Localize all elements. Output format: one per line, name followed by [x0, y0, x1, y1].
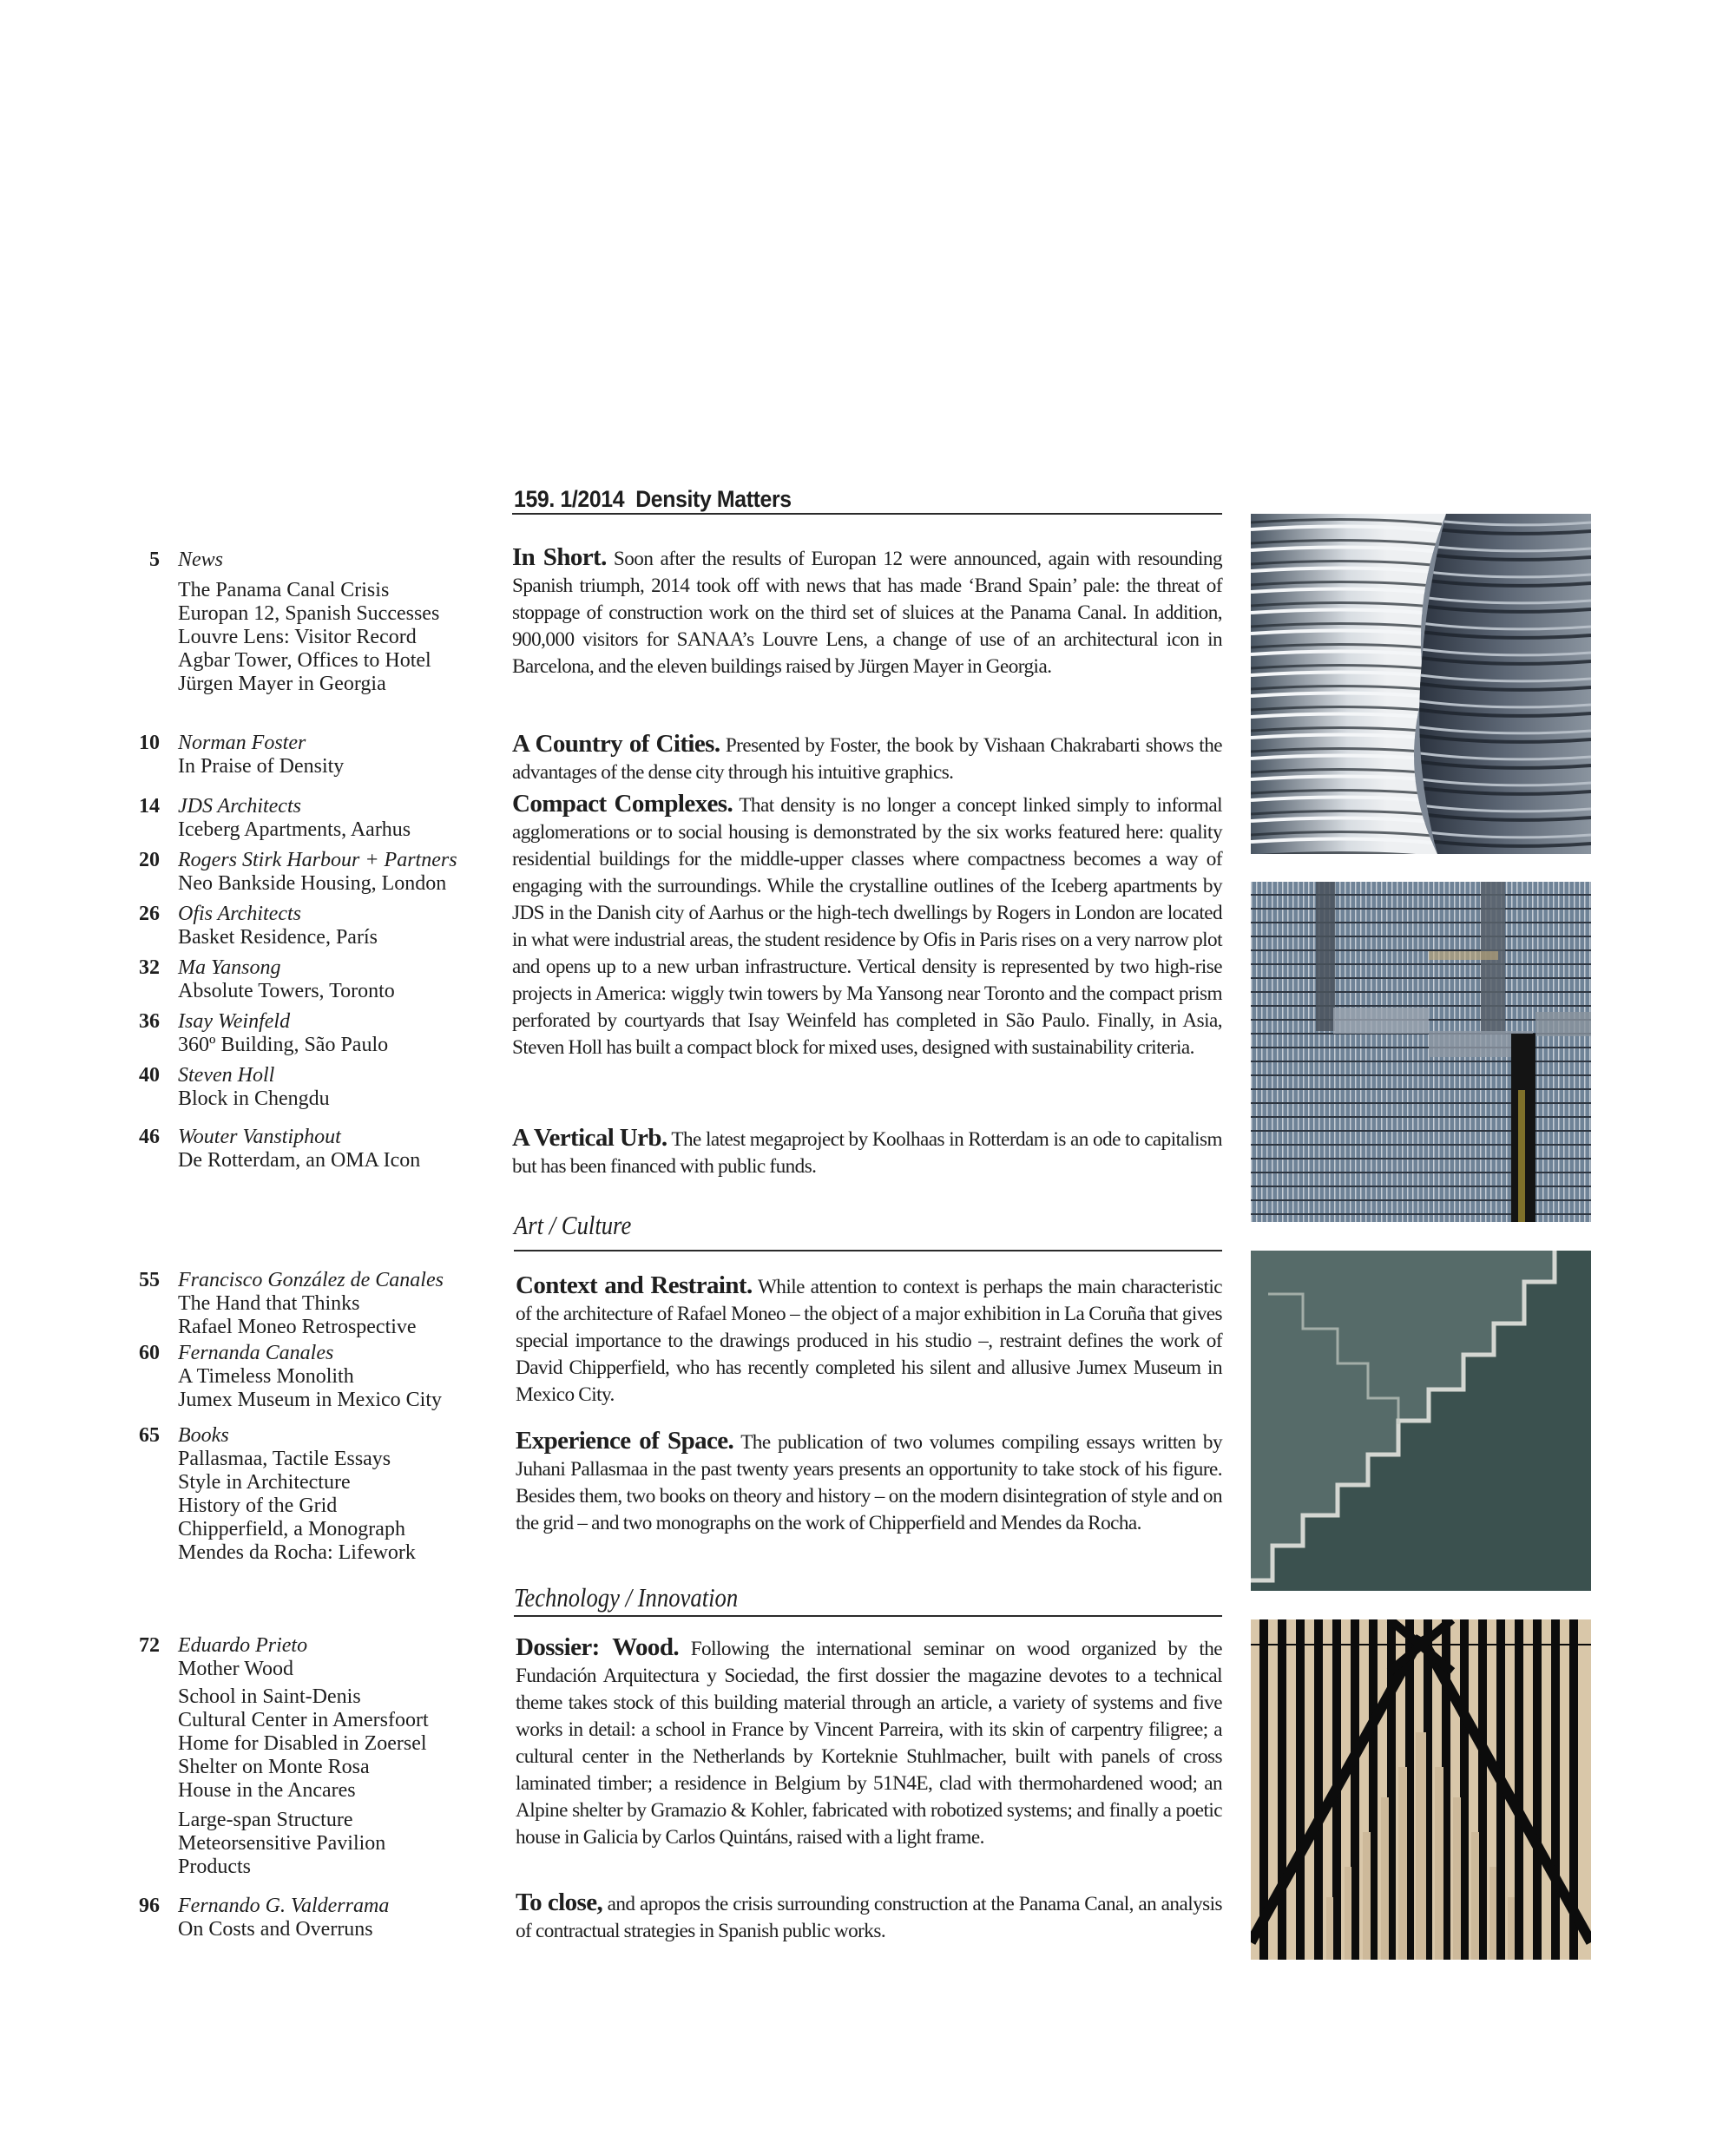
wood-slats-photo: [1251, 1619, 1591, 1960]
issue-title: 159. 1/2014 Density Matters: [514, 486, 792, 512]
toc-title: History of the Grid: [178, 1494, 338, 1517]
toc-title: Meteorsensitive Pavilion: [178, 1832, 386, 1855]
toc-title: 360º Building, São Paulo: [178, 1034, 389, 1056]
toc-page-number: 65: [139, 1424, 160, 1447]
section-rule: [514, 1615, 1222, 1617]
toc-title: Basket Residence, París: [178, 926, 378, 949]
toc-title: Neo Bankside Housing, London: [178, 872, 447, 895]
toc-title: De Rotterdam, an OMA Icon: [178, 1149, 421, 1172]
header-rule: [512, 513, 1222, 515]
paragraph-text: and apropos the crisis surrounding construction at the Panama Canal, an analysis of contractual strategies in Spanish public works.: [516, 1893, 1222, 1942]
toc-title: School in Saint-Denis: [178, 1685, 361, 1708]
toc-author: Fernanda Canales: [178, 1342, 334, 1364]
toc-author: News: [178, 548, 224, 571]
toc-title: House in the Ancares: [178, 1779, 356, 1802]
toc-title: Iceberg Apartments, Aarhus: [178, 818, 411, 841]
lead-in: Experience of Space.: [516, 1427, 734, 1455]
section-heading-technology: Technology / Innovation: [514, 1582, 739, 1613]
toc-author: Steven Holl: [178, 1064, 275, 1087]
toc-page-number: 72: [139, 1634, 160, 1657]
toc-title: Products: [178, 1856, 251, 1878]
paragraph-text: Following the international seminar on wood organized by the Fundación Arquitectura y Sociedad, the first dossier the magazine devotes to a technical theme takes stock of this building material through an article, a variety of systems and five works in detail: a school in France by Vincent Parreira, with its skin of carpentry filigree; a cultural center in the Netherlands by Korteknie Stuhlmacher, built with panels of cross laminated timber; a residence in Belgium by 51N4E, clad with thermohardened wood; an Alpine shelter by Gramazio & Kohler, fabricated with robotized systems; and finally a poetic house in Galicia by Carlos Quintáns, raised with a light frame.: [516, 1638, 1222, 1849]
paragraph-country-of-cities: [512, 731, 1222, 786]
paragraph-compact-complexes: [512, 791, 1222, 1061]
toc-page-number: 96: [139, 1895, 160, 1917]
toc-author: Eduardo Prieto: [178, 1634, 308, 1657]
toc-title: On Costs and Overruns: [178, 1918, 373, 1941]
paragraph-text: The latest megaproject by Koolhaas in Rotterdam is an ode to capitalism but has been financed with public funds.: [512, 1128, 1222, 1178]
section-rule: [514, 1250, 1222, 1251]
toc-title: Shelter on Monte Rosa: [178, 1756, 370, 1778]
stair-wall-photo: [1251, 1251, 1591, 1591]
lead-in: A Country of Cities.: [512, 730, 720, 758]
toc-title: Agbar Tower, Offices to Hotel: [178, 649, 431, 672]
toc-page-number: 55: [139, 1269, 160, 1291]
lead-in: Compact Complexes.: [512, 790, 733, 818]
toc-title: Absolute Towers, Toronto: [178, 980, 395, 1002]
toc-page-number: 46: [139, 1126, 160, 1148]
toc-title: In Praise of Density: [178, 755, 345, 778]
toc-title: A Timeless Monolith: [178, 1365, 354, 1388]
paragraph-text: That density is no longer a concept linked simply to informal agglomerations or to social housing is demonstrated by the six works featured here: quality residential buildings for the middle-upper classes where compactness becomes a way of engaging with the surroundings. While the crystalline outlines of the Iceberg apartments by JDS in the Danish city of Aarhus or the high-tech dwellings by Rogers in London are located in what were industrial areas, the student residence by Ofis in Paris rises on a very narrow plot and opens up to a new urban infrastructure. Vertical density is represented by two high-rise projects in America: wiggly twin towers by Ma Yansong near Toronto and the compact prism perforated by courtyards that Isay Weinfeld has completed in São Paulo. Finally, in Asia, Steven Holl has built a compact block for mixed uses, designed with sustainability criteria.: [512, 794, 1223, 1059]
toc-author: Wouter Vanstiphout: [178, 1126, 341, 1148]
lead-in: To close,: [516, 1889, 603, 1916]
toc-title: Pallasmaa, Tactile Essays: [178, 1448, 391, 1470]
toc-page-number: 32: [139, 956, 160, 979]
toc-title: The Panama Canal Crisis: [178, 579, 390, 601]
toc-title: Mendes da Rocha: Lifework: [178, 1541, 416, 1564]
toc-author: Norman Foster: [178, 732, 306, 754]
toc-page-number: 26: [139, 903, 160, 925]
lead-in: Context and Restraint.: [516, 1271, 753, 1299]
toc-author: Ofis Architects: [178, 903, 301, 925]
toc-page-number: 40: [139, 1064, 160, 1087]
paragraph-text: While attention to context is perhaps the main characteristic of the architecture of Rafael Moneo – the object of a major exhibition in La Coruña that gives special importance to the drawings produced in his studio –, restraint defines the work of David Chipperfield, who has recently completed his silent and allusive Jumex Museum in Mexico City.: [516, 1276, 1222, 1406]
toc-title: Europan 12, Spanish Successes: [178, 602, 440, 625]
toc-title: Louvre Lens: Visitor Record: [178, 626, 417, 648]
toc-page-number: 20: [139, 849, 160, 871]
absolute-towers-photo: [1251, 514, 1591, 854]
section-heading-art-culture: Art / Culture: [514, 1210, 632, 1240]
toc-author: Fernando G. Valderrama: [178, 1895, 390, 1917]
toc-author: Rogers Stirk Harbour + Partners: [178, 849, 457, 871]
toc-author: Isay Weinfeld: [178, 1010, 291, 1033]
lead-in: A Vertical Urb.: [512, 1124, 667, 1152]
paragraph-vertical-urb: [512, 1125, 1222, 1180]
toc-page-number: 10: [139, 732, 160, 754]
toc-title: Chipperfield, a Monograph: [178, 1518, 405, 1540]
paragraph-text: The publication of two volumes compiling essays written by Juhani Pallasmaa in the past twenty years presents an opportunity to take stock of his figure. Besides them, two books on theory and history – on the modern disintegration of style and on the grid – and two monographs on the work of Chipperfield and Mendes da Rocha.: [516, 1431, 1222, 1534]
toc-page-number: 14: [139, 795, 160, 818]
toc-title: Home for Disabled in Zoersel: [178, 1732, 427, 1755]
paragraph-dossier-wood: [516, 1634, 1222, 1851]
de-rotterdam-photo: [1251, 882, 1591, 1222]
toc-page-number: 36: [139, 1010, 160, 1033]
lead-in: In Short.: [512, 543, 607, 571]
paragraph-to-close: [516, 1889, 1222, 1945]
toc-author: Francisco González de Canales: [178, 1269, 444, 1291]
toc-author: Books: [178, 1424, 229, 1447]
toc-title: The Hand that Thinks: [178, 1292, 360, 1315]
toc-title: Block in Chengdu: [178, 1087, 330, 1110]
paragraph-text: Soon after the results of Europan 12 were announced, again with resounding Spanish triumph, 2014 took off with news that has made ‘Brand Spain’ pale: the threat of stoppage of construction work on the third set of sluices at the Panama Canal. In addition, 900,000 visitors for SANAA’s Louvre Lens, a change of use of an architectural icon in Barcelona, and the eleven buildings raised by Jürgen Mayer in Georgia.: [512, 548, 1222, 678]
toc-author: JDS Architects: [178, 795, 301, 818]
toc-title: Jürgen Mayer in Georgia: [178, 673, 386, 695]
toc-title: Cultural Center in Amersfoort: [178, 1709, 429, 1731]
paragraph-in-short: [512, 544, 1222, 680]
toc-author: Ma Yansong: [178, 956, 281, 979]
paragraph-experience-of-space: [516, 1428, 1222, 1537]
paragraph-text: Presented by Foster, the book by Vishaan Chakrabarti shows the advantages of the dense city through his intuitive graphics.: [512, 734, 1222, 784]
toc-title: Large-span Structure: [178, 1809, 353, 1831]
toc-page-number: 5: [149, 548, 160, 571]
toc-title: Jumex Museum in Mexico City: [178, 1389, 442, 1411]
lead-in: Dossier: Wood.: [516, 1633, 680, 1661]
toc-title: Style in Architecture: [178, 1471, 351, 1494]
toc-title: Mother Wood: [178, 1658, 293, 1680]
paragraph-context-restraint: [516, 1272, 1222, 1409]
toc-page-number: 60: [139, 1342, 160, 1364]
toc-title: Rafael Moneo Retrospective: [178, 1316, 417, 1338]
